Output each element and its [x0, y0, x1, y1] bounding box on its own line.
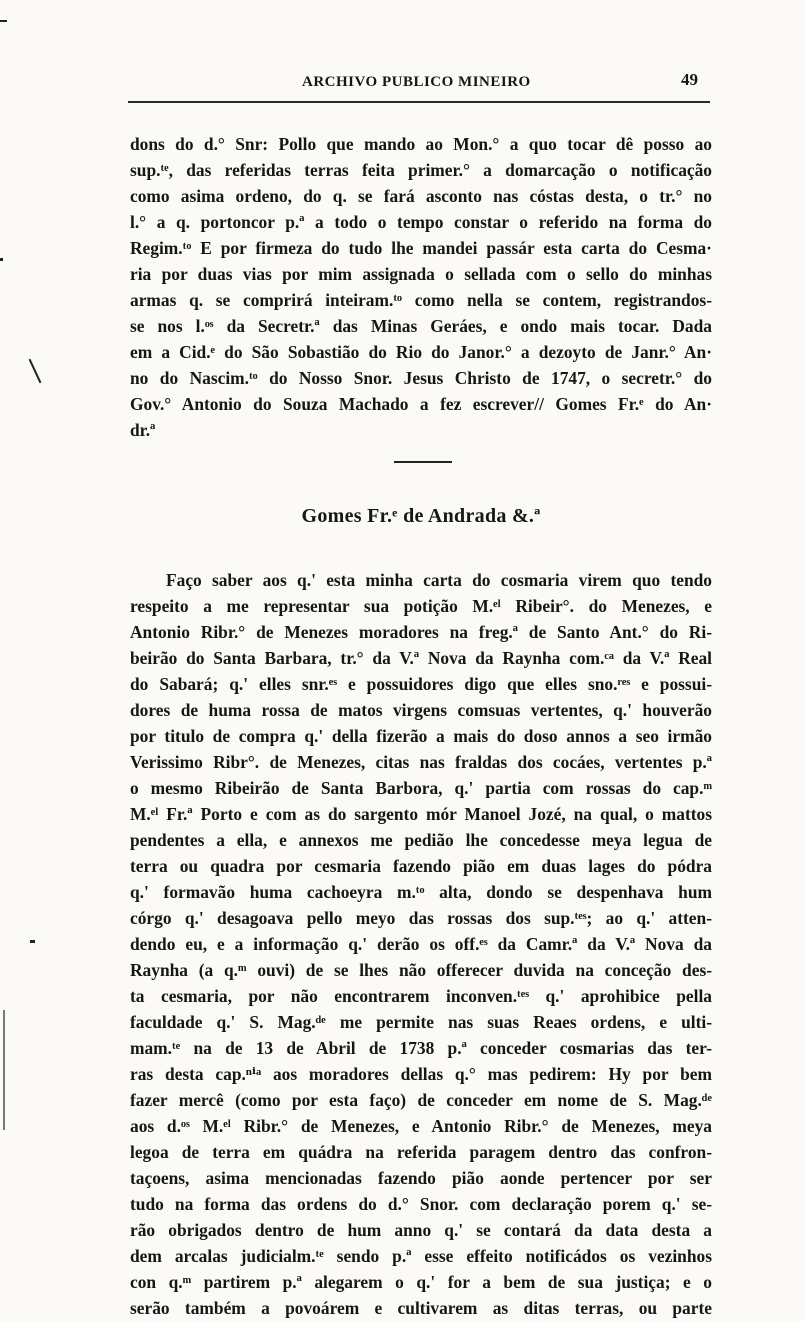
running-title: ARCHIVO PUBLICO MINEIRO	[302, 74, 531, 90]
text-line: terra ou quadra por cesmaria fazendo pião em duas lages do pódra	[130, 856, 712, 876]
text-line: beirão do Santa Barbara, tr.° da V.ª Nova da Raynha com.ᶜᵃ da V.ª Real	[130, 648, 712, 668]
text-line: sup.ᵗᵉ, das referidas terras feita primer.° a domarcação o notificação	[130, 160, 712, 180]
text-line: do Sabará; q.' elles snr.ᵉˢ e possuidores digo que elles sno.ʳᵉˢ e possui-	[130, 674, 712, 694]
text-line: respeito a me representar sua potição M.ᵉˡ Ribeir°. do Menezes, e	[130, 596, 712, 616]
text-line: dendo eu, e a informação q.' derão os off.ᵉˢ da Camr.ª da V.ª Nova da	[130, 934, 712, 954]
paragraph-2	[130, 567, 712, 1321]
text-line: no do Nascim.ᵗᵒ do Nosso Snor. Jesus Christo de 1747, o secretr.° do	[130, 368, 712, 388]
text-line: tudo na forma das ordens do d.° Snor. com declaração porem q.' se-	[130, 1194, 712, 1214]
text-line: como asima ordeno, do q. se fará asconto nas cóstas desta, o tr.° no	[130, 186, 712, 206]
text-line: mam.ᵗᵉ na de 13 de Abril de 1738 p.ª conceder cosmarias das ter-	[130, 1038, 712, 1058]
text-line: armas q. se comprirá inteiram.ᵗᵒ como nella se contem, registrandos-	[130, 290, 712, 310]
section-heading: Gomes Fr.ᵉ de Andrada &.ª	[301, 505, 541, 527]
text-line: Gov.° Antonio do Souza Machado a fez escrever// Gomes Fr.ᵉ do An·	[130, 394, 712, 414]
text-line: Regim.ᵗᵒ E por firmeza do tudo lhe mandei passár esta carta do Cesma·	[130, 238, 712, 258]
text-line: aos d.ᵒˢ M.ᵉˡ Ribr.° de Menezes, e Antonio Ribr.° de Menezes, meya	[130, 1116, 712, 1136]
text-line: ria por duas vias por mim assignada o sellada com o sello do minhas	[130, 264, 712, 284]
text-line: Faço saber aos q.' esta minha carta do cosmaria virem quo tendo	[166, 570, 712, 590]
text-line: em a Cid.ᵉ do São Sobastião do Rio do Janor.° a dezoyto de Janr.° An·	[130, 342, 712, 362]
text-line: Verissimo Ribr°. de Menezes, citas nas fraldas dos cocáes, vertentes p.ª	[130, 752, 712, 772]
text-line: rão obrigados dentro de hum anno q.' se contará da data desta a	[130, 1220, 712, 1240]
text-line: M.ᵉˡ Fr.ª Porto e com as do sargento mór Manoel Jozé, na qual, o mattos	[130, 804, 712, 824]
text-line: l.° a q. portoncor p.ª a todo o tempo constar o referido na forma do	[130, 212, 712, 232]
text-line: ras desta cap.ⁿⁱᵃ aos moradores dellas q.° mas pedirem: Hy por bem	[130, 1064, 712, 1084]
text-line: se nos l.ᵒˢ da Secretr.ª das Minas Geráes, e ondo mais tocar. Dada	[130, 316, 712, 336]
page-header	[130, 70, 710, 94]
text-line: taçoens, asima mencionadas fazendo pião aonde pertencer por ser	[130, 1168, 712, 1188]
text-line: o mesmo Ribeirão de Santa Barbora, q.' partia com rossas do cap.ᵐ	[130, 778, 712, 798]
page-number: 49	[681, 70, 698, 89]
text-line: con q.ᵐ partirem p.ª alegarem o q.' for a bem de sua justiça; e o	[130, 1272, 712, 1292]
text-line: q.' formavão huma cachoeyra m.ᵗᵒ alta, dondo se despenhava hum	[130, 882, 712, 902]
text-line: dons do d.° Snr: Pollo que mando ao Mon.° a quo tocar dê posso ao	[130, 134, 712, 154]
text-line: pendentes a ella, e annexos me pedião lhe concedesse meya legua de	[130, 830, 712, 850]
text-line: dores de huma rossa de matos virgens comsuas vertentes, q.' houverão	[130, 700, 712, 720]
margin-mark	[29, 359, 42, 383]
margin-mark	[0, 20, 7, 22]
header-rule	[128, 101, 710, 103]
margin-mark	[0, 258, 3, 261]
text-line: legoa de terra em quádra na referida paragem dentro das confron-	[130, 1142, 712, 1162]
text-line: córgo q.' desagoava pello meyo das rossas dos sup.ᵗᵉˢ; ao q.' atten-	[130, 908, 712, 928]
text-line: faculdade q.' S. Mag.ᵈᵉ me permite nas suas Reaes ordens, e ulti-	[130, 1012, 712, 1032]
text-line: dr.ª	[130, 420, 156, 440]
text-line: por titulo de compra q.' della fizerão a mais do doso annos a seo irmão	[130, 726, 712, 746]
text-line: fazer mercê (como por esta faço) de conceder em nome de S. Mag.ᵈᵉ	[130, 1090, 712, 1110]
text-line: dem arcalas judicialm.ᵗᵉ sendo p.ª esse effeito notificádos os vezinhos	[130, 1246, 712, 1266]
text-line: Antonio Ribr.° de Menezes moradores na freg.ª de Santo Ant.° do Ri-	[130, 622, 712, 642]
paragraph-1	[130, 131, 712, 443]
section-separator	[394, 461, 452, 463]
margin-mark	[3, 1010, 5, 1130]
text-line: Raynha (a q.ᵐ ouvi) de se lhes não offerecer duvida na conceção des-	[130, 960, 712, 980]
text-line: serão também a povoárem e cultivarem as ditas terras, ou parte	[130, 1298, 712, 1318]
text-line: ta cesmaria, por não encontrarem inconven.ᵗᵉˢ q.' aprohibice pella	[130, 986, 712, 1006]
margin-mark	[30, 940, 35, 943]
